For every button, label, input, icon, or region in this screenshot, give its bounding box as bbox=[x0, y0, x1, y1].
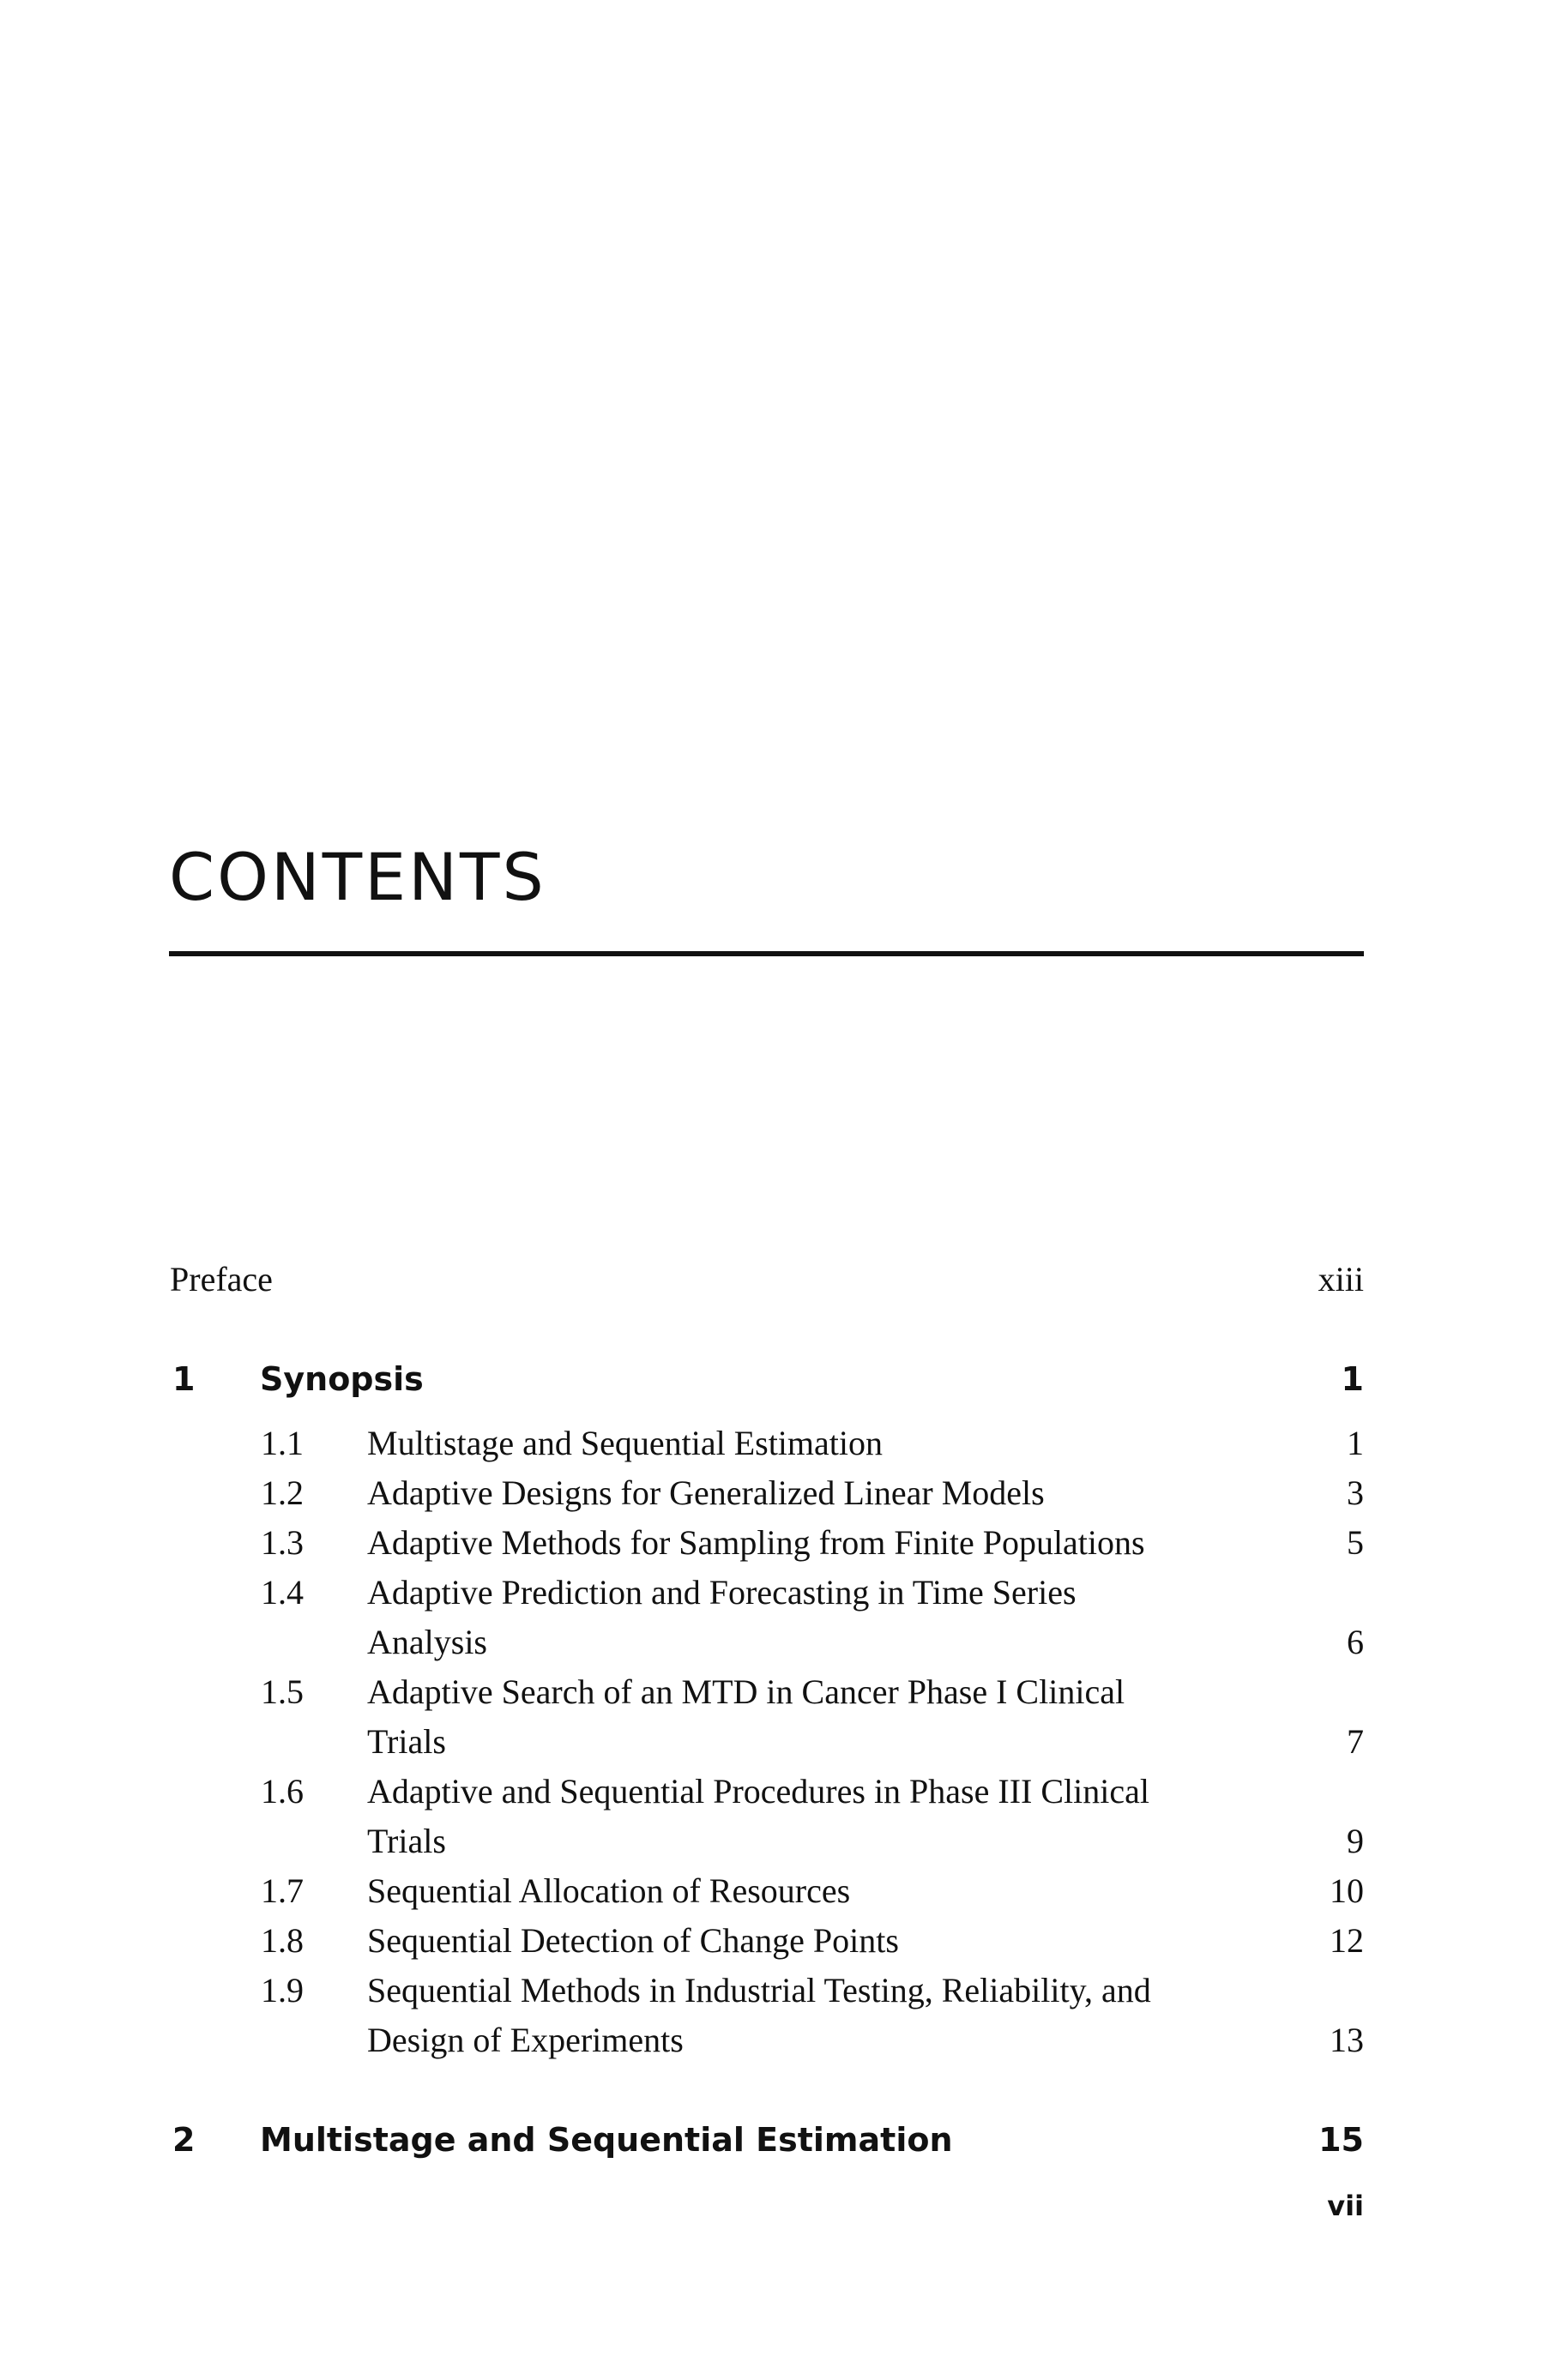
section-page: 7 bbox=[1347, 1722, 1364, 1761]
section-title-line: Analysis bbox=[367, 1623, 487, 1661]
section-page: 9 bbox=[1347, 1822, 1364, 1860]
section-number: 1.6 bbox=[261, 1772, 304, 1811]
section-title-line: Multistage and Sequential Estimation bbox=[367, 1424, 884, 1462]
section-title-line: Adaptive Methods for Sampling from Finite Populations bbox=[367, 1523, 1145, 1562]
section-page: 6 bbox=[1347, 1623, 1364, 1661]
section-number: 1.3 bbox=[261, 1523, 304, 1562]
section-title bbox=[367, 1767, 1294, 1866]
section-title-line: Sequential Allocation of Resources bbox=[367, 1871, 851, 1910]
section-title bbox=[367, 1871, 1294, 1910]
section-page: 5 bbox=[1347, 1523, 1364, 1562]
preface-page: xiii bbox=[1318, 1260, 1364, 1298]
section-title-line: Sequential Detection of Change Points bbox=[367, 1921, 899, 1960]
section-title bbox=[367, 1426, 1294, 1461]
section-page: 10 bbox=[1330, 1871, 1364, 1910]
section-title-line: Trials bbox=[367, 1722, 446, 1761]
title-rule bbox=[169, 951, 1364, 956]
section-title-line: Adaptive Prediction and Forecasting in Time Series bbox=[367, 1573, 1077, 1612]
section-title bbox=[367, 1523, 1294, 1562]
section-page: 13 bbox=[1330, 2021, 1364, 2059]
section-page: 3 bbox=[1347, 1473, 1364, 1512]
section-title-line: Adaptive and Sequential Procedures in Phase III Clinical bbox=[367, 1772, 1149, 1811]
chapter-number: 2 bbox=[172, 2121, 196, 2159]
chapter-number: 1 bbox=[172, 1360, 196, 1398]
preface-label: Preface bbox=[170, 1260, 273, 1298]
section-title bbox=[367, 1568, 1294, 1667]
section-page: 1 bbox=[1347, 1424, 1364, 1462]
section-number: 1.1 bbox=[261, 1424, 304, 1462]
chapter-title: Synopsis bbox=[260, 1360, 424, 1398]
page-title: CONTENTS bbox=[169, 839, 546, 915]
page-number: vii bbox=[1327, 2190, 1364, 2222]
chapter-page: 1 bbox=[1341, 1360, 1364, 1398]
section-number: 1.8 bbox=[261, 1921, 304, 1960]
section-page: 12 bbox=[1330, 1921, 1364, 1960]
chapter-title: Multistage and Sequential Estimation bbox=[260, 2121, 953, 2159]
section-title bbox=[367, 1473, 1294, 1512]
section-title-line: Adaptive Designs for Generalized Linear Models bbox=[367, 1473, 1045, 1512]
section-title bbox=[367, 1921, 1294, 1960]
section-number: 1.2 bbox=[261, 1473, 304, 1512]
section-title bbox=[367, 1667, 1294, 1767]
section-number: 1.7 bbox=[261, 1871, 304, 1910]
section-number: 1.9 bbox=[261, 1971, 304, 2009]
section-number: 1.5 bbox=[261, 1672, 304, 1711]
section-number: 1.4 bbox=[261, 1573, 304, 1612]
section-title bbox=[367, 1966, 1294, 2065]
section-title-line: Adaptive Search of an MTD in Cancer Phase I Clinical bbox=[367, 1672, 1125, 1711]
section-title-line: Sequential Methods in Industrial Testing, Reliability, and bbox=[367, 1971, 1151, 2009]
chapter-page: 15 bbox=[1318, 2121, 1364, 2159]
section-title-line: Design of Experiments bbox=[367, 2021, 684, 2059]
section-title-line: Trials bbox=[367, 1822, 446, 1860]
